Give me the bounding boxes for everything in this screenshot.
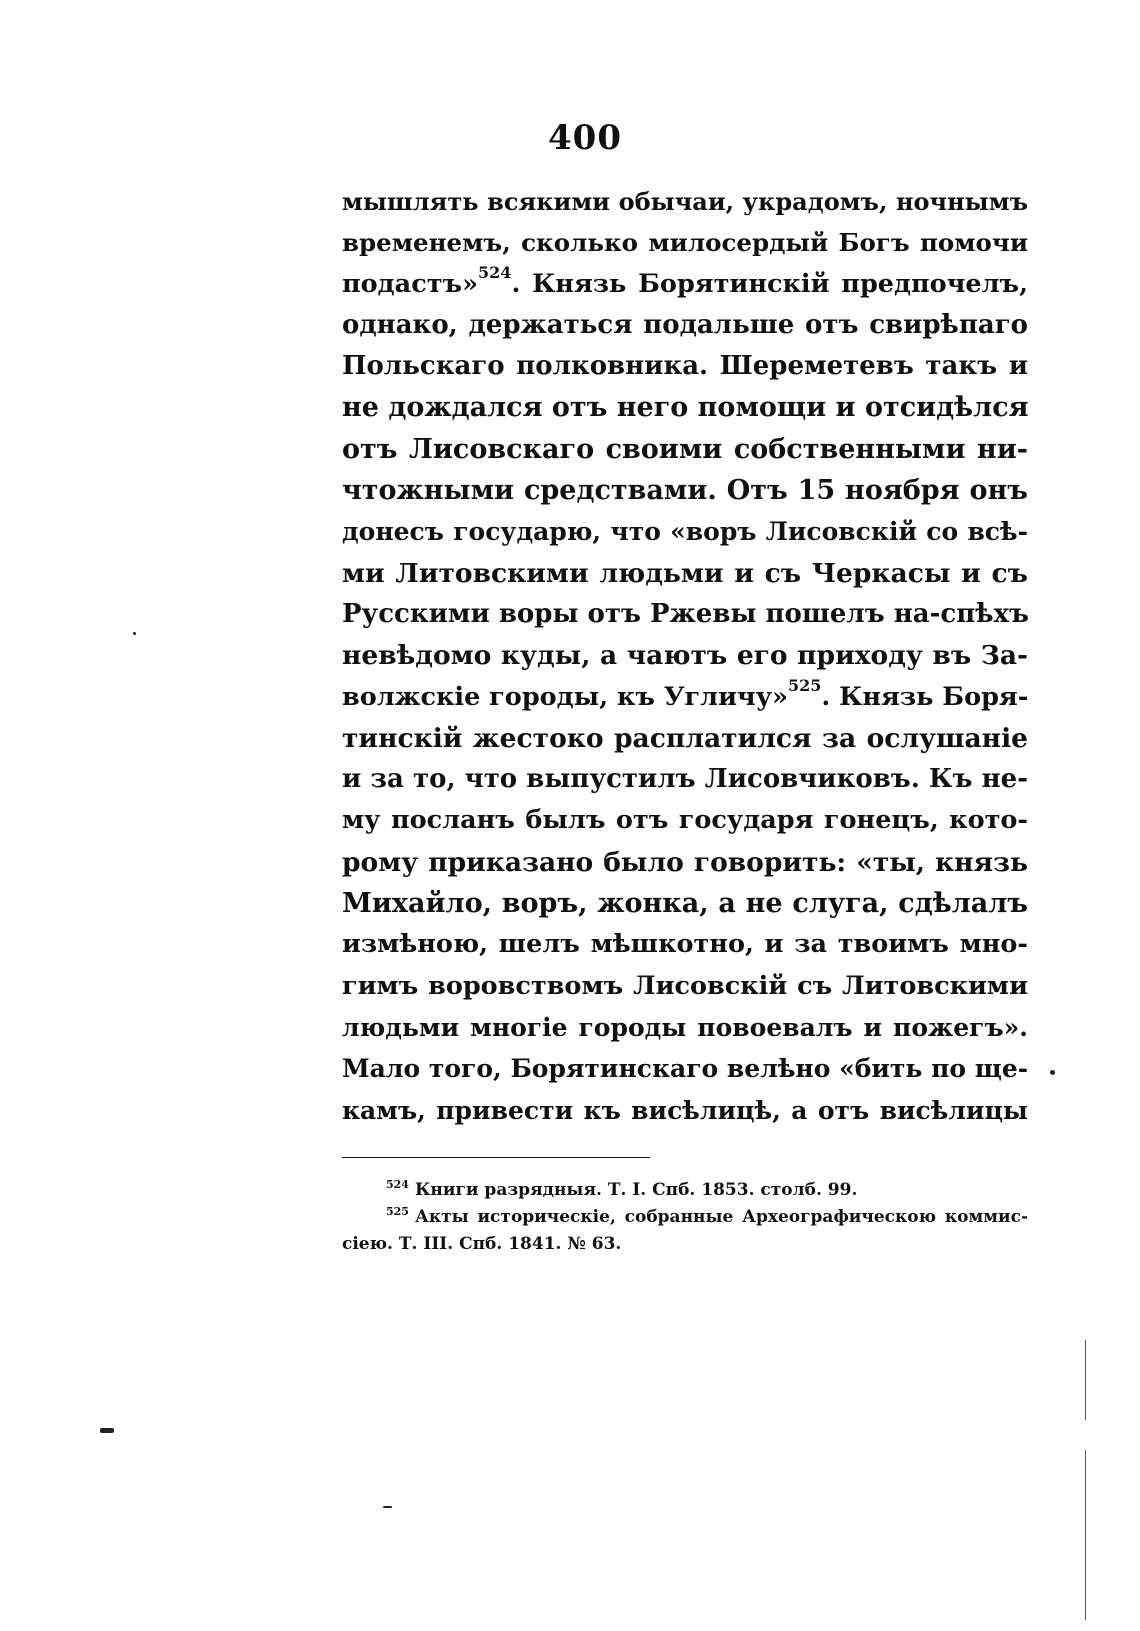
footnote bbox=[342, 1231, 1028, 1258]
body-line bbox=[342, 718, 1028, 759]
footnotes bbox=[342, 1177, 1028, 1258]
body-line-text: невѣдомо куды, а чаютъ его приходу въ За- bbox=[342, 640, 1028, 672]
footnote-text: Книги разрядныя. Т. I. Спб. 1853. столб. 99. bbox=[414, 1180, 858, 1200]
body-line bbox=[342, 635, 1028, 676]
body-line-text: чтожными средствами. Отъ 15 ноября онъ bbox=[342, 475, 1028, 507]
body-line bbox=[342, 842, 1028, 883]
body-line bbox=[342, 346, 1028, 387]
body-line bbox=[342, 966, 1028, 1007]
body-line bbox=[342, 470, 1028, 511]
footnote-reference: 525 bbox=[787, 675, 822, 695]
footnote bbox=[342, 1177, 1028, 1204]
body-line-text: Мало того, Борятинскаго велѣно «бить по ще- bbox=[342, 1054, 1029, 1084]
body-line bbox=[342, 1007, 1028, 1048]
footnote-text: Акты историческіе, собранные Археографическою коммис- bbox=[414, 1207, 1028, 1227]
body-line-text: временемъ, сколько милосердый Богъ помочи bbox=[342, 228, 1028, 258]
body-line-text: однако, держаться подальше отъ свирѣпаго bbox=[342, 309, 1028, 340]
body-line bbox=[342, 924, 1028, 965]
body-line-text: не дождался отъ него помощи и отсидѣлся bbox=[342, 392, 1029, 424]
body-line-text: гимъ воровствомъ Лисовскій съ Литовскими bbox=[342, 970, 1028, 1001]
scan-speck bbox=[100, 1428, 114, 1433]
footnote bbox=[342, 1204, 1028, 1231]
body-line-text: камъ, привести къ висѣлицѣ, а отъ висѣлицы bbox=[342, 1095, 1028, 1125]
footnote-text: сіею. Т. III. Спб. 1841. № 63. bbox=[342, 1234, 622, 1254]
body-line-text: му посланъ былъ отъ государя гонецъ, кото- bbox=[342, 805, 1028, 836]
footnote-reference: 524 bbox=[478, 262, 512, 282]
scan-edge-line bbox=[1085, 1340, 1086, 1420]
body-line-text-after: . Князь Борятинскій предпочелъ, bbox=[511, 268, 1028, 299]
body-line bbox=[342, 553, 1028, 594]
body-line bbox=[342, 264, 1028, 305]
body-line-text: Польскаго полковника. Шереметевъ такъ и bbox=[342, 351, 1028, 382]
body-line bbox=[342, 677, 1028, 718]
body-line bbox=[342, 883, 1028, 924]
page-number: 400 bbox=[548, 118, 622, 158]
body-line bbox=[342, 387, 1028, 428]
footnote-marker: 524 bbox=[386, 1178, 409, 1191]
footnote-rule bbox=[342, 1157, 650, 1158]
body-line-text: измѣною, шелъ мѣшкотно, и за твоимъ мно- bbox=[342, 929, 1028, 960]
body-text bbox=[342, 181, 1028, 1131]
body-line-text: волжскіе городы, къ Угличу» bbox=[342, 681, 788, 712]
body-line-text: и за то, что выпустилъ Лисовчиковъ. Къ не- bbox=[342, 764, 1028, 795]
body-line bbox=[342, 511, 1028, 552]
body-line-text: отъ Лисовскаго своими собственными ни- bbox=[342, 433, 1028, 465]
body-line bbox=[342, 1048, 1028, 1089]
body-line-text: тинскій жестоко расплатился за ослушаніе bbox=[342, 722, 1028, 754]
scan-speck bbox=[133, 632, 136, 635]
body-line-text: Михайло, воръ, жонка, а не слуга, сдѣлалъ bbox=[342, 888, 1028, 920]
body-line bbox=[342, 305, 1028, 346]
scan-speck bbox=[383, 1506, 392, 1508]
scan-speck bbox=[1050, 1070, 1055, 1075]
body-line bbox=[342, 222, 1028, 263]
body-line bbox=[342, 594, 1028, 635]
body-line-text-after: . Князь Боря- bbox=[821, 681, 1029, 712]
body-line-text: мышлять всякими обычаи, украдомъ, ночнымъ bbox=[342, 187, 1028, 216]
body-line bbox=[342, 1090, 1028, 1131]
body-line-text: людьми многіе городы повоевалъ и пожегъ». bbox=[342, 1012, 1028, 1042]
body-line-text: донесъ государю, что «воръ Лисовскій со всѣ- bbox=[342, 517, 1028, 547]
scan-edge-line bbox=[1085, 1450, 1086, 1620]
body-line-text: рому приказано было говорить: «ты, князь bbox=[342, 846, 1028, 878]
body-line bbox=[342, 800, 1028, 841]
body-line-text: подастъ» bbox=[342, 268, 479, 299]
body-line bbox=[342, 429, 1028, 470]
body-line-text: ми Литовскими людьми и съ Черкасы и съ bbox=[342, 557, 1028, 589]
body-line-text: Русскими воры отъ Ржевы пошелъ на-спѣхъ bbox=[342, 598, 1029, 629]
body-line bbox=[342, 181, 1028, 222]
body-line bbox=[342, 759, 1028, 800]
footnote-marker: 525 bbox=[386, 1205, 409, 1218]
